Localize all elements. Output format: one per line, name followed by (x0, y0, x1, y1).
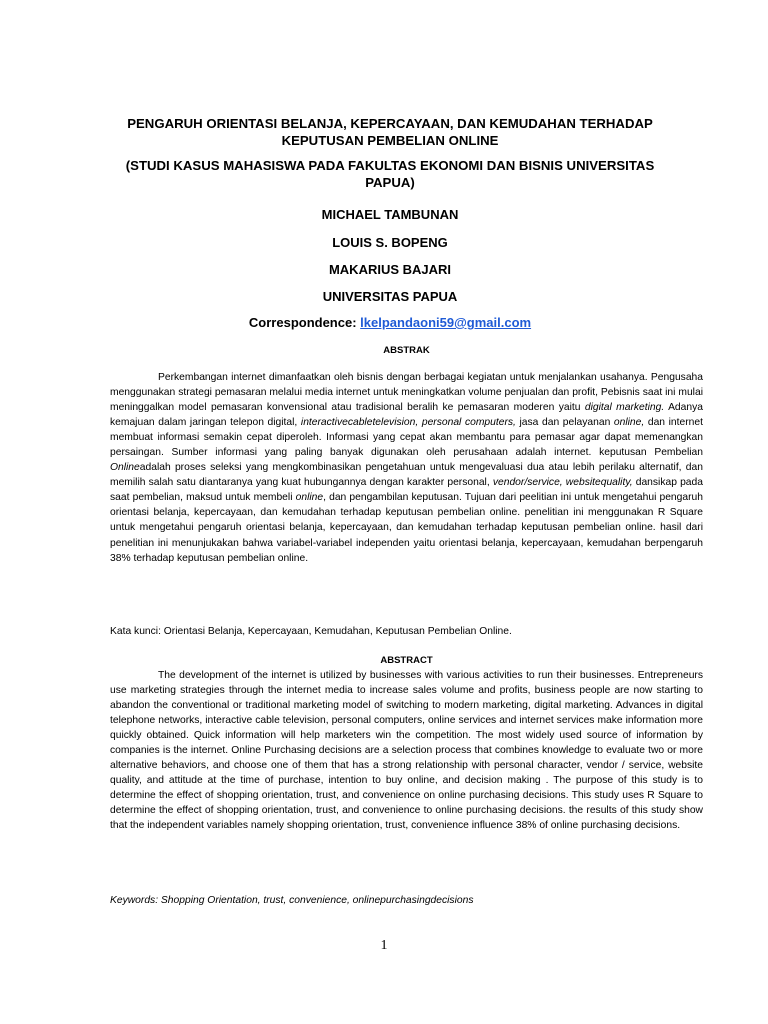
author-name: MICHAEL TAMBUNAN (321, 207, 459, 222)
abstrak-heading: ABSTRAK (383, 345, 430, 356)
abstrak-italic-run: Online (110, 462, 140, 474)
abstract-body: The development of the internet is utilized by businesses with various activities to run their businesses. Entrepreneurs use marketing strategies through the internet media to increase sales volume and profits, business people are now starting to abandon the conventional or traditional marketing model of switching to modern marketing, digital marketing. Advances in digital telephone networks, interactive cable television, personal computers, online services and internet services make information more quickly obtained. Quick information will help marketers win the competition. The most widely used source of information by companies is the internet. Online Purchasing decisions are a selection process that combines knowledge to evaluate two or more alternative behaviors, and choose one of them that has a strong relationship with personal character, vendor / service, website quality, and attitude at the time of purchase, intention to buy online, and decision making . The purpose of this study is to determine the effect of shopping orientation, trust, and convenience on online purchasing decisions. This study uses R Square to determine the effect of shopping orientation, trust, and convenience to online purchasing decisions. the results of this study show that the independent variables namely shopping orientation, trust, convenience influence 38% of online purchasing decisions. (110, 670, 703, 832)
abstrak-text-run: Adanya kemajuan dalam jaringan telepon digital, (110, 402, 703, 429)
abstrak-text-run: dan internet membuat informasi semakin cepat diperoleh. Informasi yang cepat akan membantu para pemasar agar dapat memenangkan persaingan. Sumber informasi yang paling banyak digunakan oleh perusahaan adalah internet. keputusan Pembelian (110, 417, 703, 459)
affiliation: UNIVERSITAS PAPUA (322, 289, 458, 304)
abstrak-italic-run: interactivecabletelevision, personal computers, (300, 417, 516, 429)
abstrak-italic-run: online, (613, 417, 645, 429)
kata-kunci: Kata kunci: Orientasi Belanja, Kepercayaan, Kemudahan, Keputusan Pembelian Online. (110, 626, 512, 637)
correspondence-email-link[interactable]: lkelpandaoni59@gmail.com (360, 315, 532, 330)
abstract-heading: ABSTRACT (380, 655, 433, 666)
abstrak-text-run: dansikap pada saat pembelian, maksud untuk membeli (110, 477, 703, 504)
correspondence-label: Correspondence: (248, 315, 357, 330)
paper-title: PENGARUH ORIENTASI BELANJA, KEPERCAYAAN, DAN KEMUDAHAN TERHADAP KEPUTUSAN PEMBELIAN ONLINE (127, 116, 653, 148)
correspondence (110, 315, 670, 331)
author-name: MAKARIUS BAJARI (328, 262, 452, 277)
abstrak-text-run: , dan pengambilan keputusan. Tujuan dari peelitian ini untuk mengetahui pengaruh orientasi belanja, kepercayaan, dan kemudahan terhadap keputusan pembelian online. penelitian ini menggunakan R Square untuk mengetahui pengaruh orientasi belanja, kepercayaan, dan kemudahan terhadap keputusan pembelian online. hasil dari penelitian ini menunjukakan bahwa variabel-variabel independen yaitu orientasi belanja, kepercayaan, kemudahan berpengaruh 38% terhadap keputusan pembelian online. (110, 492, 703, 564)
abstrak-text-run: Perkembangan internet dimanfaatkan oleh bisnis dengan berbagai kegiatan untuk menjalankan usahanya. Pengusaha menggunakan strategi pemasaran melalui media internet untuk meningkatkan volume penjualan dan profit, Pebisnis saat ini mulai meninggalkan model pemasaran konvensional atau tradisional beralih ke pemasaran moderen yaitu (110, 372, 703, 414)
abstrak-italic-run: digital marketing. (584, 402, 665, 414)
page-number: 1 (380, 938, 388, 953)
abstrak-text-run: adalah proses seleksi yang mengkombinasikan pengetahuan untuk mengevaluasi dua atau lebih perilaku alternatif, dan memilih salah satu diantaranya yang kuat hubungannya dengan karakter personal, (110, 462, 703, 489)
paper-subtitle: (STUDI KASUS MAHASISWA PADA FAKULTAS EKONOMI DAN BISNIS UNIVERSITAS PAPUA) (125, 158, 655, 190)
abstrak-body (110, 370, 703, 566)
abstrak-text-run: jasa dan pelayanan (515, 417, 614, 429)
keywords-english: Keywords: Shopping Orientation, trust, convenience, onlinepurchasingdecisions (110, 895, 474, 906)
abstrak-italic-run: vendor/service, websitequality, (492, 477, 633, 489)
abstrak-italic-run: online (295, 492, 324, 504)
author-name: LOUIS S. BOPENG (332, 235, 448, 250)
